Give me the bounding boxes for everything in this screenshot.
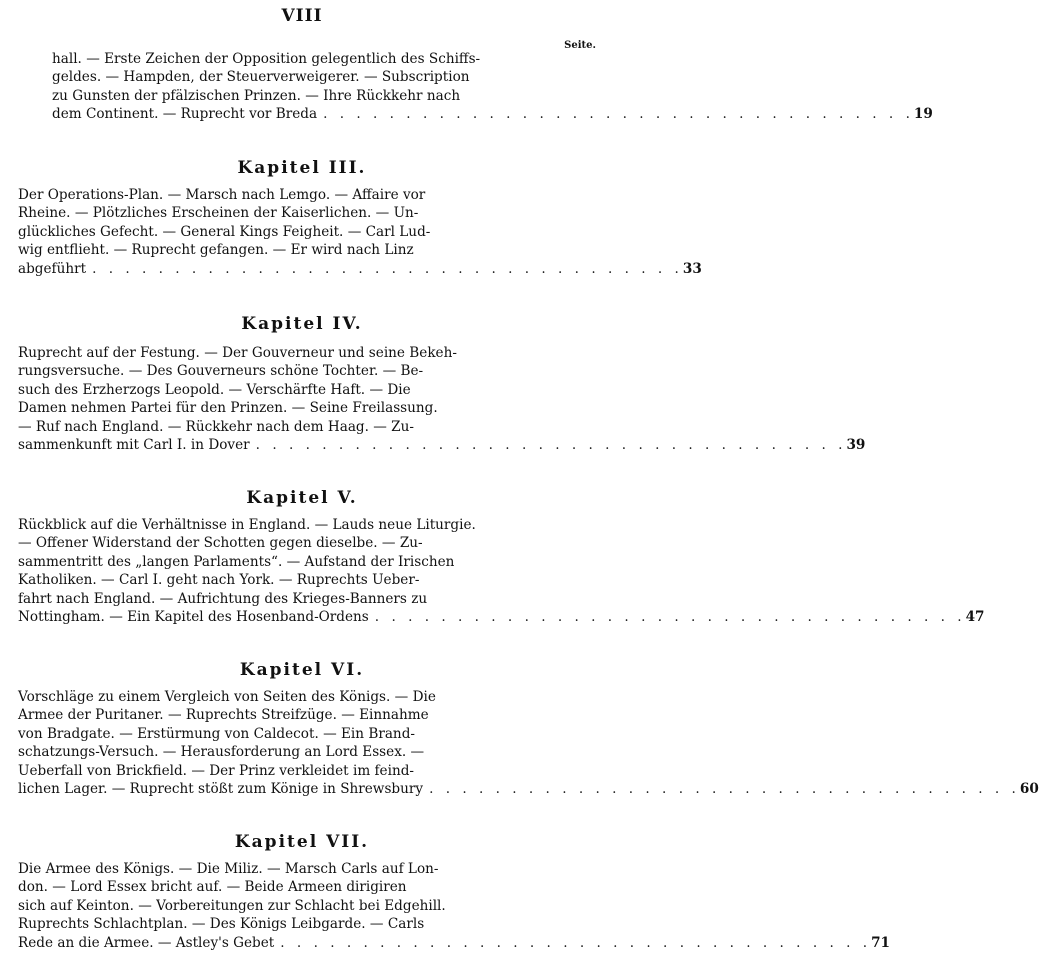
summary-line: wig entflieht. — Ruprecht gefangen. — Er wird nach Linz — [18, 242, 414, 259]
summary-line-text: lichen Lager. — Ruprecht stößt zum Könige in Shrewsbury — [18, 780, 424, 797]
summary-last-line — [18, 436, 866, 454]
summary-line: Der Operations-Plan. — Marsch nach Lemgo. — Affaire vor — [18, 187, 426, 203]
summary-last-line — [52, 105, 933, 123]
summary-last-line — [18, 260, 702, 278]
summary-last-line — [18, 780, 1039, 798]
chapter-summary — [52, 50, 933, 124]
page-number: VIII — [281, 6, 323, 26]
summary-last-line — [18, 608, 985, 626]
dot-leader: . . . . . . . . . . . . . . . . . . . . . . . . . . . . . . . . . . . . — [429, 780, 1020, 797]
summary-line: Damen nehmen Partei für den Prinzen. — Seine Freilassung. — [18, 400, 438, 417]
page-reference: 47 — [965, 608, 985, 625]
dot-leader: . . . . . . . . . . . . . . . . . . . . . . . . . . . . . . . . . . . . — [255, 436, 847, 453]
chapter-heading: Kapitel III. — [237, 158, 367, 178]
summary-line: fahrt nach England. — Aufrichtung des Krieges-Banners zu — [18, 590, 428, 607]
summary-line: schatzungs-Versuch. — Herausforderung an Lord Essex. — — [18, 744, 425, 761]
dot-leader: . . . . . . . . . . . . . . . . . . . . . . . . . . . . . . . . . . . . — [374, 608, 966, 625]
summary-line: Armee der Puritaner. — Ruprechts Streifzüge. — Einnahme — [18, 707, 429, 724]
summary-line: — Ruf nach England. — Rückkehr nach dem Haag. — Zu- — [18, 418, 414, 435]
chapter-heading: Kapitel VI. — [239, 660, 365, 680]
summary-line-text: Rede an die Armee. — Astley's Gebet — [18, 934, 275, 951]
chapter-heading: Kapitel V. — [246, 488, 358, 508]
dot-leader: . . . . . . . . . . . . . . . . . . . . . . . . . . . . . . . . . . . . — [92, 260, 683, 277]
summary-line: Ruprechts Schlachtplan. — Des Königs Leibgarde. — Carls — [18, 916, 425, 933]
chapter-summary — [18, 688, 1039, 798]
summary-line: rungsversuche. — Des Gouverneurs schöne Tochter. — Be- — [18, 363, 424, 380]
chapter-summary — [18, 516, 985, 626]
summary-line: Die Armee des Königs. — Die Miliz. — Marsch Carls auf Lon- — [18, 861, 439, 877]
summary-last-line — [18, 934, 890, 952]
chapter-heading: Kapitel IV. — [241, 314, 363, 334]
summary-line-text: abgeführt — [18, 260, 87, 277]
summary-line: hall. — Erste Zeichen der Opposition gelegentlich des Schiffs- — [52, 51, 481, 67]
summary-line: such des Erzherzogs Leopold. — Verschärfte Haft. — Die — [18, 381, 411, 398]
summary-line: don. — Lord Essex bricht auf. — Beide Armeen dirigiren — [18, 879, 407, 896]
summary-line: sammentritt des „langen Parlaments“. — Aufstand der Irischen — [18, 553, 455, 570]
summary-line: Rückblick auf die Verhältnisse in England. — Lauds neue Liturgie. — [18, 517, 476, 533]
chapter-heading: Kapitel VII. — [234, 832, 370, 852]
dot-leader: . . . . . . . . . . . . . . . . . . . . . . . . . . . . . . . . . . . . — [280, 934, 872, 951]
chapter-summary — [18, 860, 890, 952]
summary-line: von Bradgate. — Erstürmung von Caldecot. — Ein Brand- — [18, 725, 415, 742]
summary-line: — Offener Widerstand der Schotten gegen dieselbe. — Zu- — [18, 535, 423, 552]
summary-line-text: dem Continent. — Ruprecht vor Breda — [52, 106, 318, 123]
page-reference: 33 — [682, 260, 702, 277]
summary-line: glückliches Gefecht. — General Kings Feigheit. — Carl Lud- — [18, 223, 431, 240]
summary-line: zu Gunsten der pfälzischen Prinzen. — Ihre Rückkehr nach — [52, 87, 461, 104]
chapter-summary — [18, 344, 866, 454]
summary-line: Rheine. — Plötzliches Erscheinen der Kaiserlichen. — Un- — [18, 205, 419, 222]
summary-line-text: sammenkunft mit Carl I. in Dover — [18, 436, 250, 453]
seite-column-label: Seite. — [564, 40, 596, 51]
summary-line: Katholiken. — Carl I. geht nach York. — Ruprechts Ueber- — [18, 572, 420, 589]
summary-line: Ruprecht auf der Festung. — Der Gouverneur und seine Bekeh- — [18, 345, 457, 361]
summary-line: Ueberfall von Brickfield. — Der Prinz verkleidet im feind- — [18, 762, 414, 779]
summary-line: Vorschläge zu einem Vergleich von Seiten des Königs. — Die — [18, 689, 436, 705]
summary-line-text: Nottingham. — Ein Kapitel des Hosenband-Ordens — [18, 608, 369, 625]
page-reference: 60 — [1019, 780, 1039, 797]
summary-line: sich auf Keinton. — Vorbereitungen zur Schlacht bei Edgehill. — [18, 897, 446, 914]
dot-leader: . . . . . . . . . . . . . . . . . . . . . . . . . . . . . . . . . . . . — [323, 106, 914, 123]
page-reference: 71 — [871, 934, 890, 951]
page-reference: 39 — [846, 436, 866, 453]
page-reference: 19 — [913, 106, 933, 123]
summary-line: geldes. — Hampden, der Steuerverweigerer. — Subscription — [52, 69, 470, 86]
chapter-summary — [18, 186, 702, 278]
